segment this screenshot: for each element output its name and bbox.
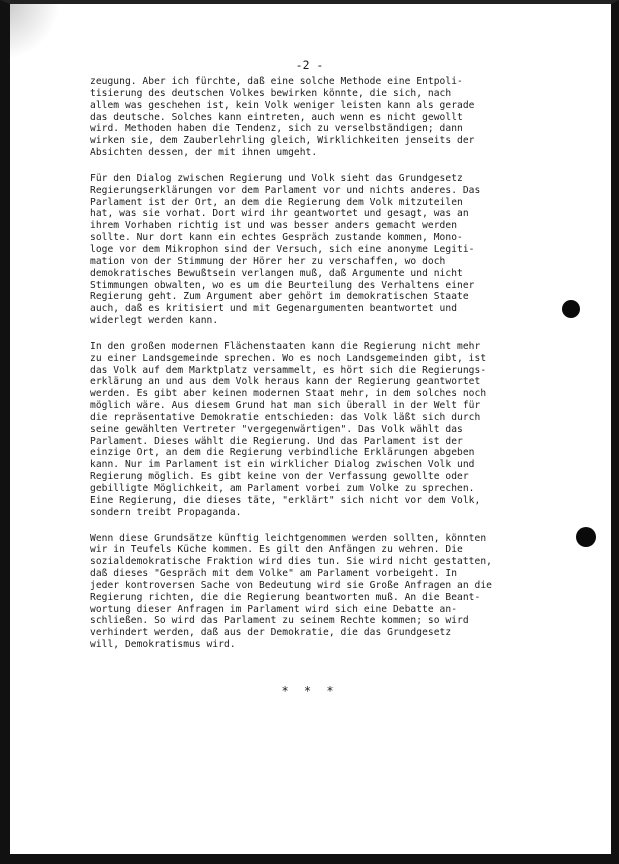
- text-line: widerlegt werden kann.: [90, 315, 219, 327]
- text-line: jeder kontroversen Sache von Bedeutung wird sie Große Anfragen an die: [90, 579, 492, 591]
- text-line: seine gewählten Vertreter "vergegenwärtigen". Das Volk wählt das: [90, 423, 463, 435]
- text-line: Parlament ist der Ort, an dem die Regierung dem Volk mitzuteilen: [90, 196, 463, 208]
- punch-hole-mark: [562, 300, 580, 318]
- text-line: wortung dieser Anfragen im Parlament wird sich eine Debatte an-: [90, 603, 458, 615]
- text-line: Regierungserklärungen vor dem Parlament vor und nichts anderes. Das: [90, 184, 481, 196]
- paragraph: [90, 341, 562, 519]
- text-line: auch, daß es kritisiert und mit Gegenargumenten beantwortet und: [90, 303, 458, 315]
- text-line: Wenn diese Grundsätze künftig leichtgenommen werden sollten, könnten: [90, 532, 487, 544]
- text-line: die repräsentative Demokratie entschieden: das Volk läßt sich durch: [90, 411, 481, 423]
- text-line: will, Demokratismus wird.: [90, 639, 236, 651]
- scan-corner-noise: [0, 0, 70, 60]
- text-line: wird. Methoden haben die Tendenz, sich zu verselbständigen; dann: [90, 123, 463, 135]
- text-line: hat, was sie vorhat. Dort wird ihr geantwortet und gesagt, was an: [90, 208, 469, 220]
- text-line: zu einer Landsgemeinde sprechen. Wo es noch Landsgemeinden gibt, ist: [90, 352, 487, 364]
- text-line: Eine Regierung, die dieses täte, "erklärt" sich nicht vor dem Volk,: [90, 494, 481, 506]
- document-body: [90, 76, 562, 665]
- text-line: Regierung möglich. Es gibt keine von der Verfassung gewollte oder: [90, 471, 469, 483]
- text-line: sollte. Nur dort kann ein echtes Gespräch zustande kommen, Mono-: [90, 232, 463, 244]
- text-line: einzige Ort, an dem die Regierung verbindliche Erklärungen abgeben: [90, 447, 475, 459]
- text-line: allem was geschehen ist, kein Volk weniger leisten kann als gerade: [90, 99, 475, 111]
- paragraph: [90, 533, 562, 651]
- text-line: das Volk auf dem Marktplatz versammelt, es hört sich die Regierungs-: [90, 364, 487, 376]
- paragraph: [90, 173, 562, 327]
- text-line: werden. Es gibt aber keinen modernen Staat mehr, in dem solches noch: [90, 388, 487, 400]
- text-line: wirken sie, dem Zauberlehrling gleich, Wirklichkeiten jenseits der: [90, 135, 475, 147]
- text-line: Regierung geht. Zum Argument aber gehört im demokratischen Staate: [90, 291, 469, 303]
- text-line: möglich wäre. Aus diesem Grund hat man sich überall in der Welt für: [90, 400, 481, 412]
- text-line: verhindert werden, daß aus der Demokratie, die das Grundgesetz: [90, 627, 452, 639]
- text-line: Regierung richten, die die Regierung beantworten muß. An die Beant-: [90, 591, 481, 603]
- section-end-mark: * * *: [281, 684, 338, 698]
- text-line: das deutsche. Solches kann eintreten, auch wenn es nicht gewollt: [90, 111, 463, 123]
- text-line: sondern treibt Propaganda.: [90, 506, 242, 518]
- text-line: zeugung. Aber ich fürchte, daß eine solche Methode eine Entpoli-: [90, 76, 463, 87]
- text-line: Parlament. Dieses wählt die Regierung. Und das Parlament ist der: [90, 435, 463, 447]
- text-line: erklärung an und aus dem Volk heraus kann der Regierung geantwortet: [90, 376, 481, 388]
- text-line: gebilligte Möglichkeit, am Parlament vorbei zum Volke zu sprechen.: [90, 483, 475, 494]
- text-line: Für den Dialog zwischen Regierung und Volk sieht das Grundgesetz: [90, 172, 463, 184]
- text-line: demokratisches Bewußtsein verlangen muß, daß Argumente und nicht: [90, 267, 463, 279]
- text-line: kann. Nur im Parlament ist ein wirklicher Dialog zwischen Volk und: [90, 459, 475, 471]
- text-line: tisierung des deutschen Volkes bewirken könnte, die sich, nach: [90, 87, 452, 99]
- text-line: mation von der Stimmung der Hörer her zu verschaffen, wo doch: [90, 255, 446, 267]
- page-number: -2 -: [295, 58, 324, 72]
- paragraph: [90, 76, 562, 159]
- text-line: daß dieses "Gespräch mit dem Volke" am Parlament vorbeigeht. In: [90, 568, 458, 580]
- text-line: Stimmungen obwalten, wo es um die Beurteilung des Verhaltens einer: [90, 279, 475, 291]
- punch-hole-mark: [576, 527, 596, 547]
- text-line: Absichten dessen, der mit ihnen umgeht.: [90, 147, 318, 159]
- text-line: sozialdemokratische Fraktion wird dies tun. Sie wird nicht gestatten,: [90, 556, 492, 568]
- text-line: ihrem Vorhaben richtig ist und was besser anders gemacht werden: [90, 220, 458, 232]
- text-line: loge vor dem Mikrophon sind der Versuch, sich eine anonyme Legiti-: [90, 243, 475, 255]
- text-line: In den großen modernen Flächenstaaten kann die Regierung nicht mehr: [90, 340, 481, 352]
- text-line: schließen. So wird das Parlament zu seinem Rechte kommen; so wird: [90, 615, 469, 627]
- text-line: wir in Teufels Küche kommen. Es gilt den Anfängen zu wehren. Die: [90, 544, 463, 556]
